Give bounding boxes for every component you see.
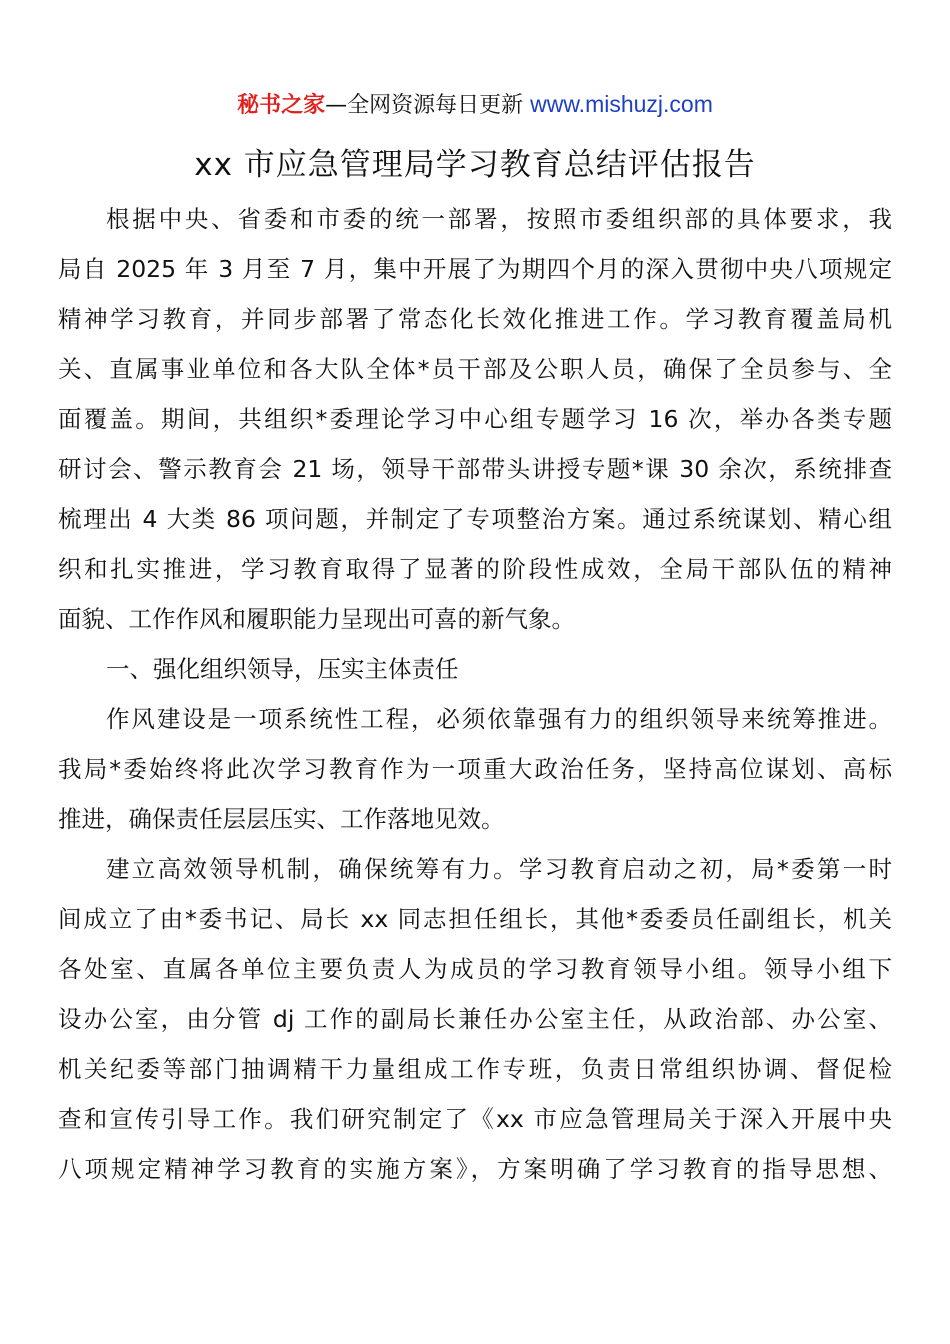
body-line: 建立高效领导机制，确保统筹有力。学习教育启动之初，局*委第一时 xyxy=(106,855,892,883)
body-line: 面覆盖。期间，共组织*委理论学习中心组专题学习 16 次，举办各类专题 xyxy=(58,405,892,433)
body-line: 八项规定精神学习教育的实施方案》，方案明确了学习教育的指导思想、 xyxy=(58,1155,892,1183)
body-line: 局自 2025 年 3 月至 7 月，集中开展了为期四个月的深入贯彻中央八项规定 xyxy=(58,255,892,283)
body-line: 查和宣传引导工作。我们研究制定了《xx 市应急管理局关于深入开展中央 xyxy=(58,1105,892,1133)
body-line: 间成立了由*委书记、局长 xx 同志担任组长，其他*委委员任副组长，机关 xyxy=(58,905,892,933)
body-line: 各处室、直属各单位主要负责人为成员的学习教育领导小组。领导小组下 xyxy=(58,955,892,983)
body-line: 设办公室，由分管 dj 工作的副局长兼任办公室主任，从政治部、办公室、 xyxy=(58,1005,892,1033)
body-line: 机关纪委等部门抽调精干力量组成工作专班，负责日常组织协调、督促检 xyxy=(58,1055,892,1083)
document-body xyxy=(58,194,892,1194)
body-line: 研讨会、警示教育会 21 场，领导干部带头讲授专题*课 30 余次，系统排查 xyxy=(58,455,892,483)
body-line: 织和扎实推进，学习教育取得了显著的阶段性成效，全局干部队伍的精神 xyxy=(58,555,892,583)
body-line: 推进，确保责任层层压实、工作落地见效。 xyxy=(58,805,505,833)
body-line: 根据中央、省委和市委的统一部署，按照市委组织部的具体要求，我 xyxy=(106,205,892,233)
site-url-link[interactable]: www.mishuzj.com xyxy=(530,91,713,117)
body-line: 作风建设是一项系统性工程，必须依靠强有力的组织领导来统筹推进。 xyxy=(106,705,892,733)
body-line: 精神学习教育，并同步部署了常态化长效化推进工作。学习教育覆盖局机 xyxy=(58,305,892,333)
site-header xyxy=(0,88,950,122)
site-brand: 秘书之家 xyxy=(237,93,326,118)
document-title: xx 市应急管理局学习教育总结评估报告 xyxy=(194,147,756,183)
body-line: 我局*委始终将此次学习教育作为一项重大政治任务，坚持高位谋划、高标 xyxy=(58,755,892,783)
body-line: 梳理出 4 大类 86 项问题，并制定了专项整治方案。通过系统谋划、精心组 xyxy=(58,505,892,533)
site-tagline: —全网资源每日更新 xyxy=(325,93,531,118)
section-heading: 一、强化组织领导，压实主体责任 xyxy=(106,655,459,683)
body-line: 面貌、工作作风和履职能力呈现出可喜的新气象。 xyxy=(58,605,575,633)
body-line: 关、直属事业单位和各大队全体*员干部及公职人员，确保了全员参与、全 xyxy=(58,355,892,383)
